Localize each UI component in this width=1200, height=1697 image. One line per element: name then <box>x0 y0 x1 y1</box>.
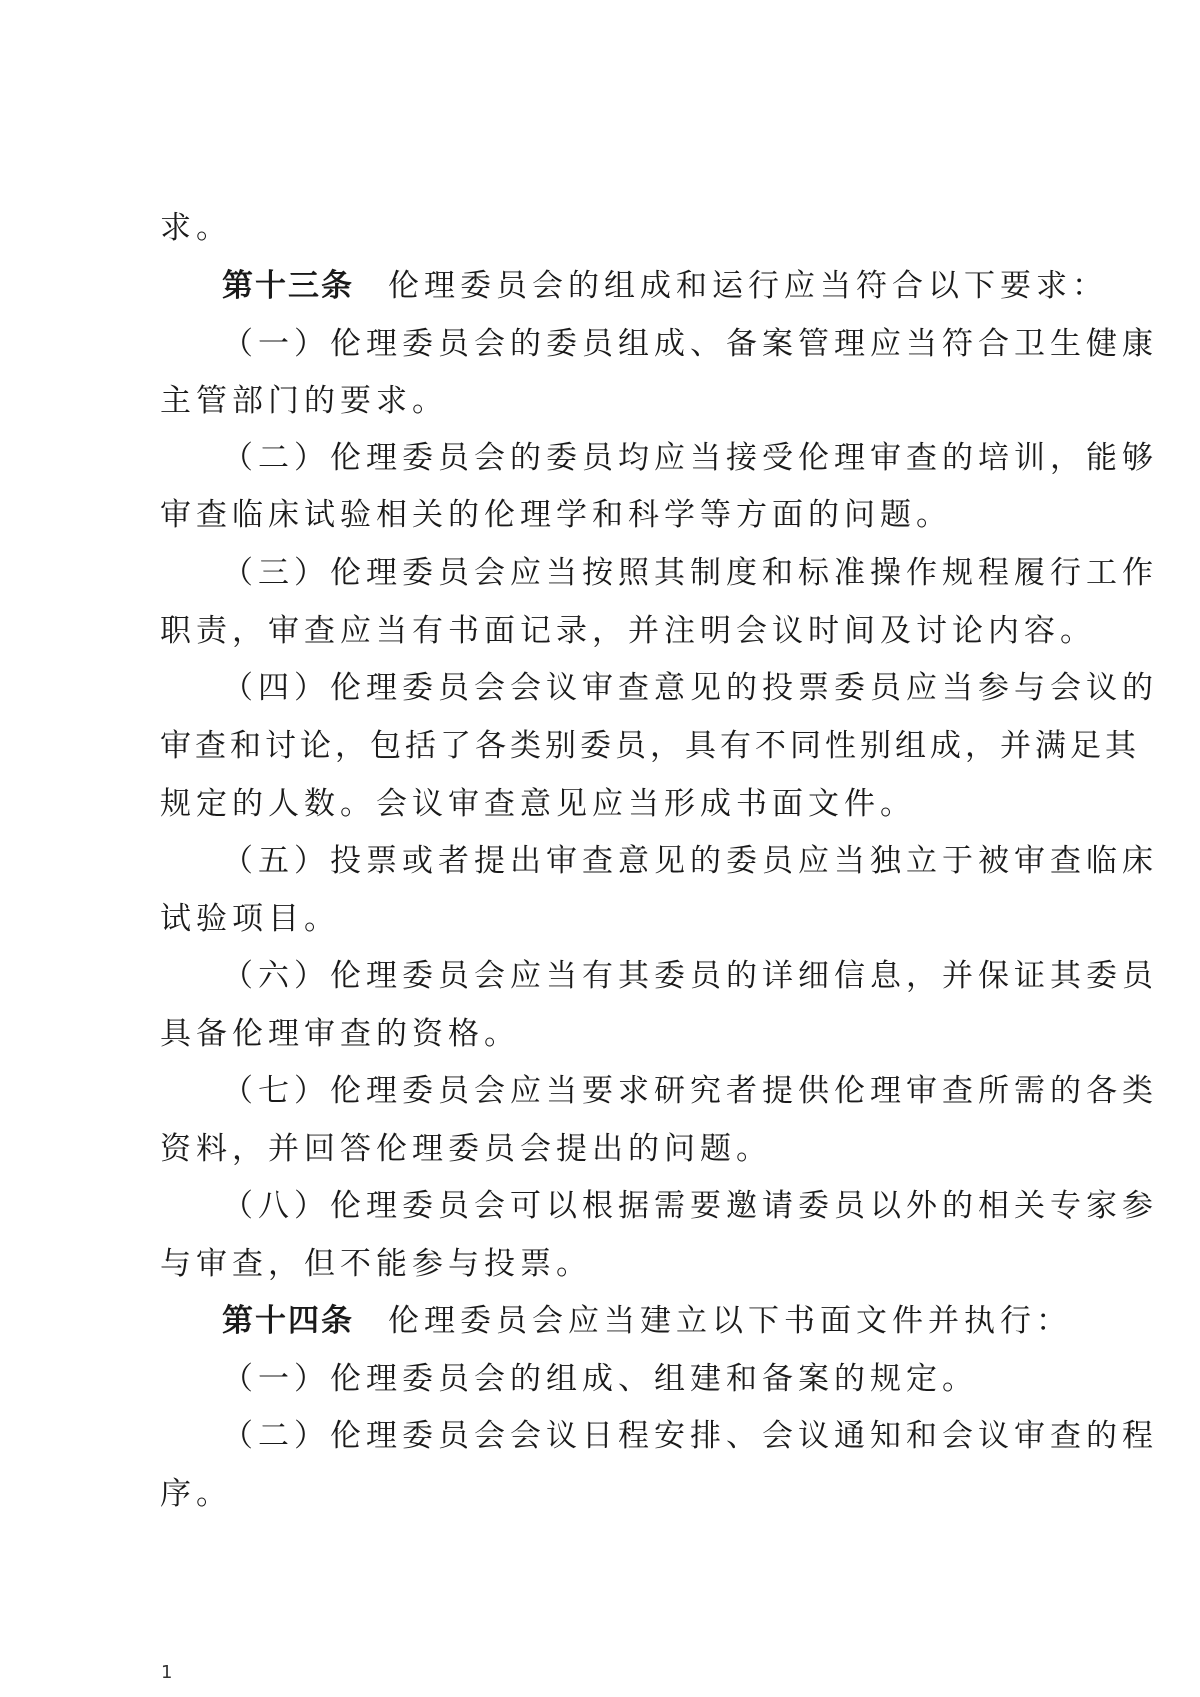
article-13-heading-line <box>222 262 1122 310</box>
clause-line <box>222 1412 1158 1460</box>
line-text: （二）伦理委员会会议日程安排、会议通知和会议审查的程 <box>222 1418 1158 1454</box>
article-number: 第十三条 <box>222 268 354 304</box>
clause-line <box>222 1182 1158 1230</box>
page-number: 1 <box>161 1662 173 1683</box>
line-text: 试验项目。 <box>160 901 340 937</box>
clause-continuation-line <box>160 491 1060 539</box>
line-text: （一）伦理委员会的委员组成、备案管理应当符合卫生健康 <box>222 326 1158 362</box>
line-text: （六）伦理委员会应当有其委员的详细信息，并保证其委员 <box>222 958 1158 994</box>
line-text: （八）伦理委员会可以根据需要邀请委员以外的相关专家参 <box>222 1188 1158 1224</box>
line-text: 资料，并回答伦理委员会提出的问题。 <box>160 1131 772 1167</box>
line-text: （一）伦理委员会的组成、组建和备案的规定。 <box>222 1361 978 1397</box>
line-text: 伦理委员会的组成和运行应当符合以下要求： <box>388 268 1108 304</box>
article-number: 第十四条 <box>222 1303 354 1339</box>
line-text: （四）伦理委员会会议审查意见的投票委员应当参与会议的 <box>222 670 1158 706</box>
clause-line <box>222 952 1158 1000</box>
paragraph-continuation-line <box>160 204 1060 252</box>
line-text: 规定的人数。会议审查意见应当形成书面文件。 <box>160 786 916 822</box>
clause-continuation-line <box>160 1470 1060 1518</box>
clause-continuation-line <box>160 722 1140 770</box>
article-14-heading-line <box>222 1297 1122 1345</box>
line-text: （五）投票或者提出审查意见的委员应当独立于被审查临床 <box>222 843 1158 879</box>
clause-continuation-line <box>160 1010 1060 1058</box>
clause-line <box>222 1355 1122 1403</box>
clause-line <box>222 837 1158 885</box>
clause-line <box>222 1067 1158 1115</box>
line-text: 职责，审查应当有书面记录，并注明会议时间及讨论内容。 <box>160 613 1096 649</box>
line-text: （三）伦理委员会应当按照其制度和标准操作规程履行工作 <box>222 555 1158 591</box>
line-text: 具备伦理审查的资格。 <box>160 1016 520 1052</box>
clause-continuation-line <box>160 780 1060 828</box>
clause-continuation-line <box>160 1125 1060 1173</box>
clause-continuation-line <box>160 895 1060 943</box>
line-text: 审查临床试验相关的伦理学和科学等方面的问题。 <box>160 497 952 533</box>
line-text: 求。 <box>160 210 232 246</box>
line-text: （二）伦理委员会的委员均应当接受伦理审查的培训，能够 <box>222 440 1158 476</box>
line-text: 伦理委员会应当建立以下书面文件并执行： <box>388 1303 1072 1339</box>
clause-line <box>222 549 1158 597</box>
line-text: （七）伦理委员会应当要求研究者提供伦理审查所需的各类 <box>222 1073 1158 1109</box>
clause-line <box>222 664 1158 712</box>
clause-continuation-line <box>160 607 1096 655</box>
line-text: 序。 <box>160 1476 232 1512</box>
line-text: 主管部门的要求。 <box>160 383 448 419</box>
clause-line <box>222 434 1158 482</box>
line-text: 审查和讨论，包括了各类别委员，具有不同性别组成，并满足其 <box>160 728 1140 764</box>
clause-continuation-line <box>160 377 1060 425</box>
line-text: 与审查，但不能参与投票。 <box>160 1246 592 1282</box>
clause-continuation-line <box>160 1240 1060 1288</box>
clause-line <box>222 320 1158 368</box>
